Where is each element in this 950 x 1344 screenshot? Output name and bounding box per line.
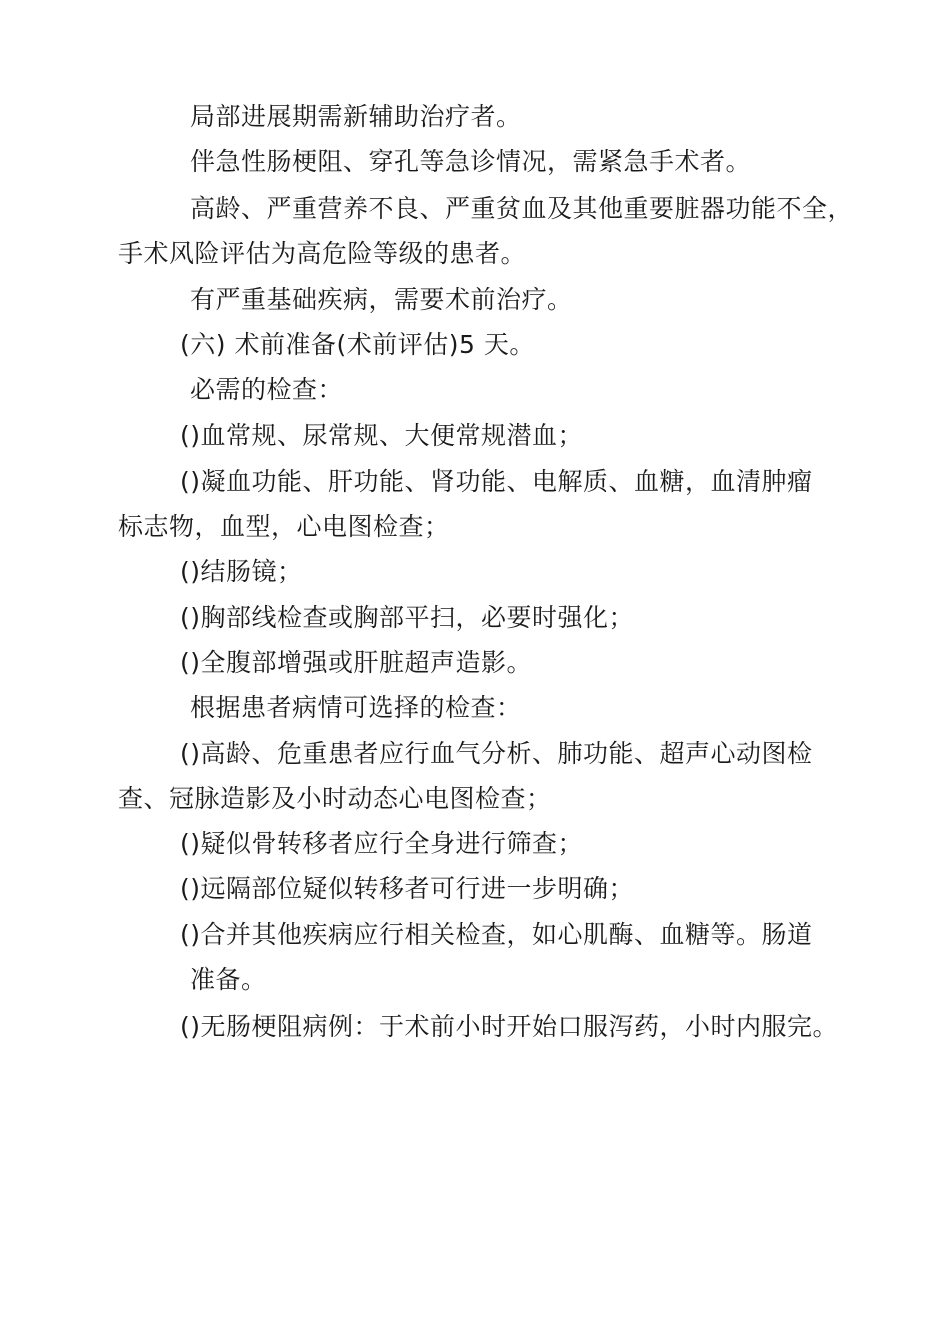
subheading-required-checks: 必需的检查： <box>190 375 344 404</box>
text-line: 伴急性肠梗阻、穿孔等急诊情况，需紧急手术者。 <box>190 147 752 176</box>
list-item: ()合并其他疾病应行相关检查，如心肌酶、血糖等。肠道 <box>180 920 813 949</box>
list-item-continuation: 标志物，血型，心电图检查； <box>118 512 450 541</box>
list-item: ()全腹部增强或肝脏超声造影。 <box>180 648 533 677</box>
subheading-optional-checks: 根据患者病情可选择的检查： <box>190 693 522 722</box>
list-item-continuation: 查、冠脉造影及小时动态心电图检查； <box>118 784 552 813</box>
list-item: ()高龄、危重患者应行血气分析、肺功能、超声心动图检 <box>180 739 813 768</box>
list-item: ()结肠镜； <box>180 557 303 586</box>
list-item: ()疑似骨转移者应行全身进行筛查； <box>180 829 584 858</box>
list-item-continuation: 准备。 <box>190 965 267 994</box>
section-heading: (六) 术前准备(术前评估)5 天。 <box>180 330 535 359</box>
list-item: ()无肠梗阻病例：于术前小时开始口服泻药，小时内服完。 <box>180 1012 839 1041</box>
list-item: ()凝血功能、肝功能、肾功能、电解质、血糖，血清肿瘤 <box>180 467 813 496</box>
list-item: ()胸部线检查或胸部平扫，必要时强化； <box>180 603 635 632</box>
text-line: 局部进展期需新辅助治疗者。 <box>190 102 522 131</box>
text-line: 手术风险评估为高危险等级的患者。 <box>118 239 527 268</box>
list-item: ()远隔部位疑似转移者可行进一步明确； <box>180 874 635 903</box>
text-line: 高龄、严重营养不良、严重贫血及其他重要脏器功能不全， <box>190 194 854 223</box>
list-item: ()血常规、尿常规、大便常规潜血； <box>180 421 584 450</box>
text-line: 有严重基础疾病，需要术前治疗。 <box>190 285 573 314</box>
